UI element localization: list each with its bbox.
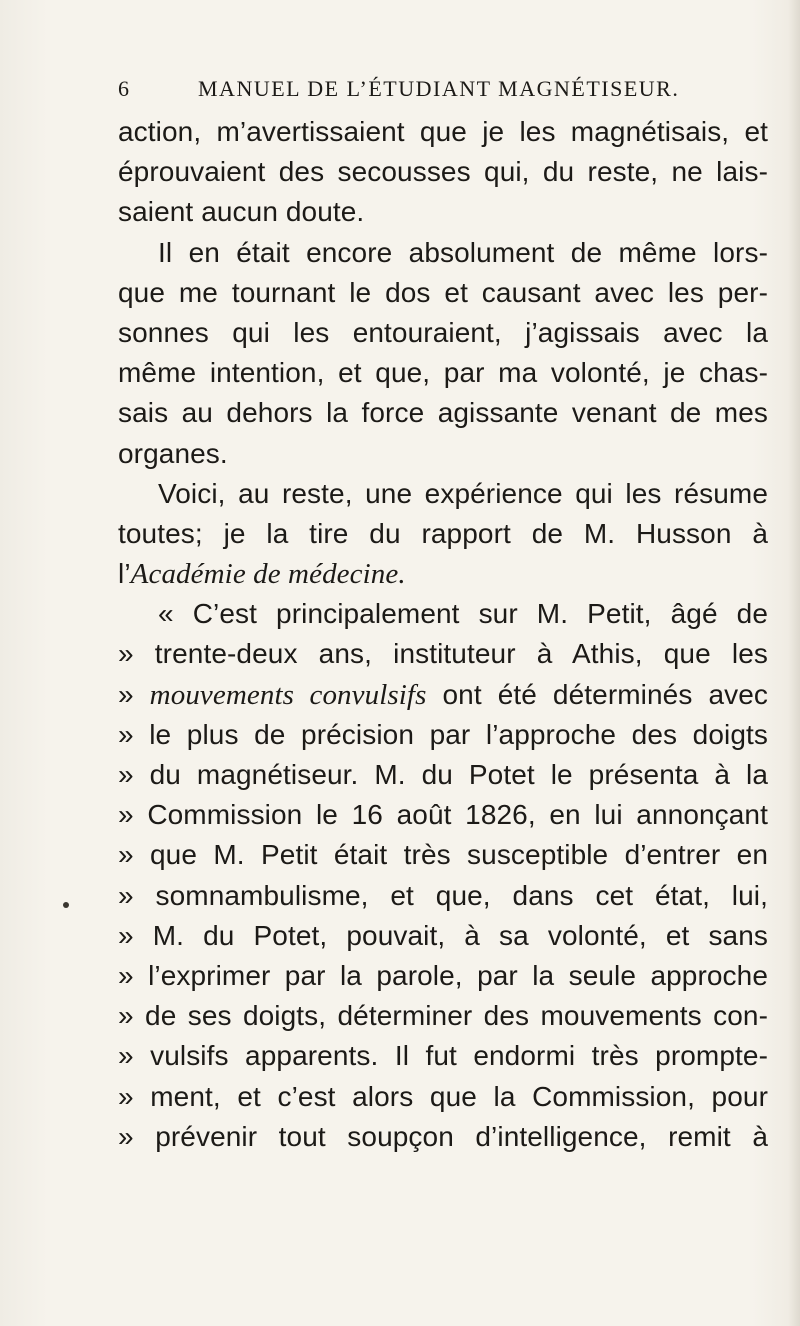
quote-line xyxy=(118,675,768,715)
text-line xyxy=(118,554,768,594)
quote-line: » de ses doigts, déterminer des mouvements con- xyxy=(118,1000,768,1032)
quote-line: » M. du Potet, pouvait, à sa volonté, et sans xyxy=(118,919,768,951)
text-plain: l’ xyxy=(118,558,131,590)
running-head: MANUEL DE L’ÉTUDIANT MAGNÉTISEUR. xyxy=(198,76,680,101)
quote-line: » l’exprimer par la parole, par la seule approche xyxy=(118,959,768,991)
text-italic: mouvements convulsifs xyxy=(149,678,427,711)
quote-line: » ment, et c’est alors que la Commission, pour xyxy=(118,1080,768,1112)
text-line: Il en était encore absolument de même lors- xyxy=(158,236,768,268)
quote-line: » prévenir tout soupçon d’intelligence, remit à xyxy=(118,1120,768,1152)
quote-line: » que M. Petit était très susceptible d’entrer en xyxy=(118,839,768,871)
quote-line: » trente-deux ans, instituteur à Athis, que les xyxy=(118,638,768,670)
quote-line: » du magnétiseur. M. du Potet le présenta à la xyxy=(118,759,768,790)
text-line: même intention, et que, par ma volonté, je chas- xyxy=(118,357,768,389)
text-line: éprouvaient des secousses qui, du reste, ne lais- xyxy=(118,156,768,188)
page-number: 6 xyxy=(118,76,131,101)
page-edge-shadow xyxy=(788,0,800,1326)
text-line: saient aucun doute. xyxy=(118,196,365,228)
quote-line: « C’est principalement sur M. Petit, âgé de xyxy=(158,598,768,630)
text-plain: ont été déterminés avec xyxy=(426,678,768,710)
text-line: que me tournant le dos et causant avec les per- xyxy=(118,276,768,308)
page-header xyxy=(118,76,738,110)
text-italic: Académie de médecine. xyxy=(130,558,406,591)
text-line: action, m’avertissaient que je les magnétisais, et xyxy=(118,116,768,147)
text-plain: » xyxy=(118,678,150,710)
text-line: sais au dehors la force agissante venant de mes xyxy=(118,397,768,429)
quote-line: » le plus de précision par l’approche des doigts xyxy=(118,718,768,750)
text-line: sonnes qui les entouraient, j’agissais avec la xyxy=(118,316,768,348)
quote-line: » vulsifs apparents. Il fut endormi très prompte- xyxy=(118,1040,768,1072)
text-line: organes. xyxy=(118,437,228,469)
body-text xyxy=(118,112,768,1157)
margin-speck xyxy=(63,902,69,908)
text-line: toutes; je la tire du rapport de M. Husson à xyxy=(118,517,768,549)
text-line: Voici, au reste, une expérience qui les résume xyxy=(158,477,768,509)
quote-line: » Commission le 16 août 1826, en lui annonçant xyxy=(118,799,768,831)
quote-line: » somnambulisme, et que, dans cet état, lui, xyxy=(118,879,768,911)
